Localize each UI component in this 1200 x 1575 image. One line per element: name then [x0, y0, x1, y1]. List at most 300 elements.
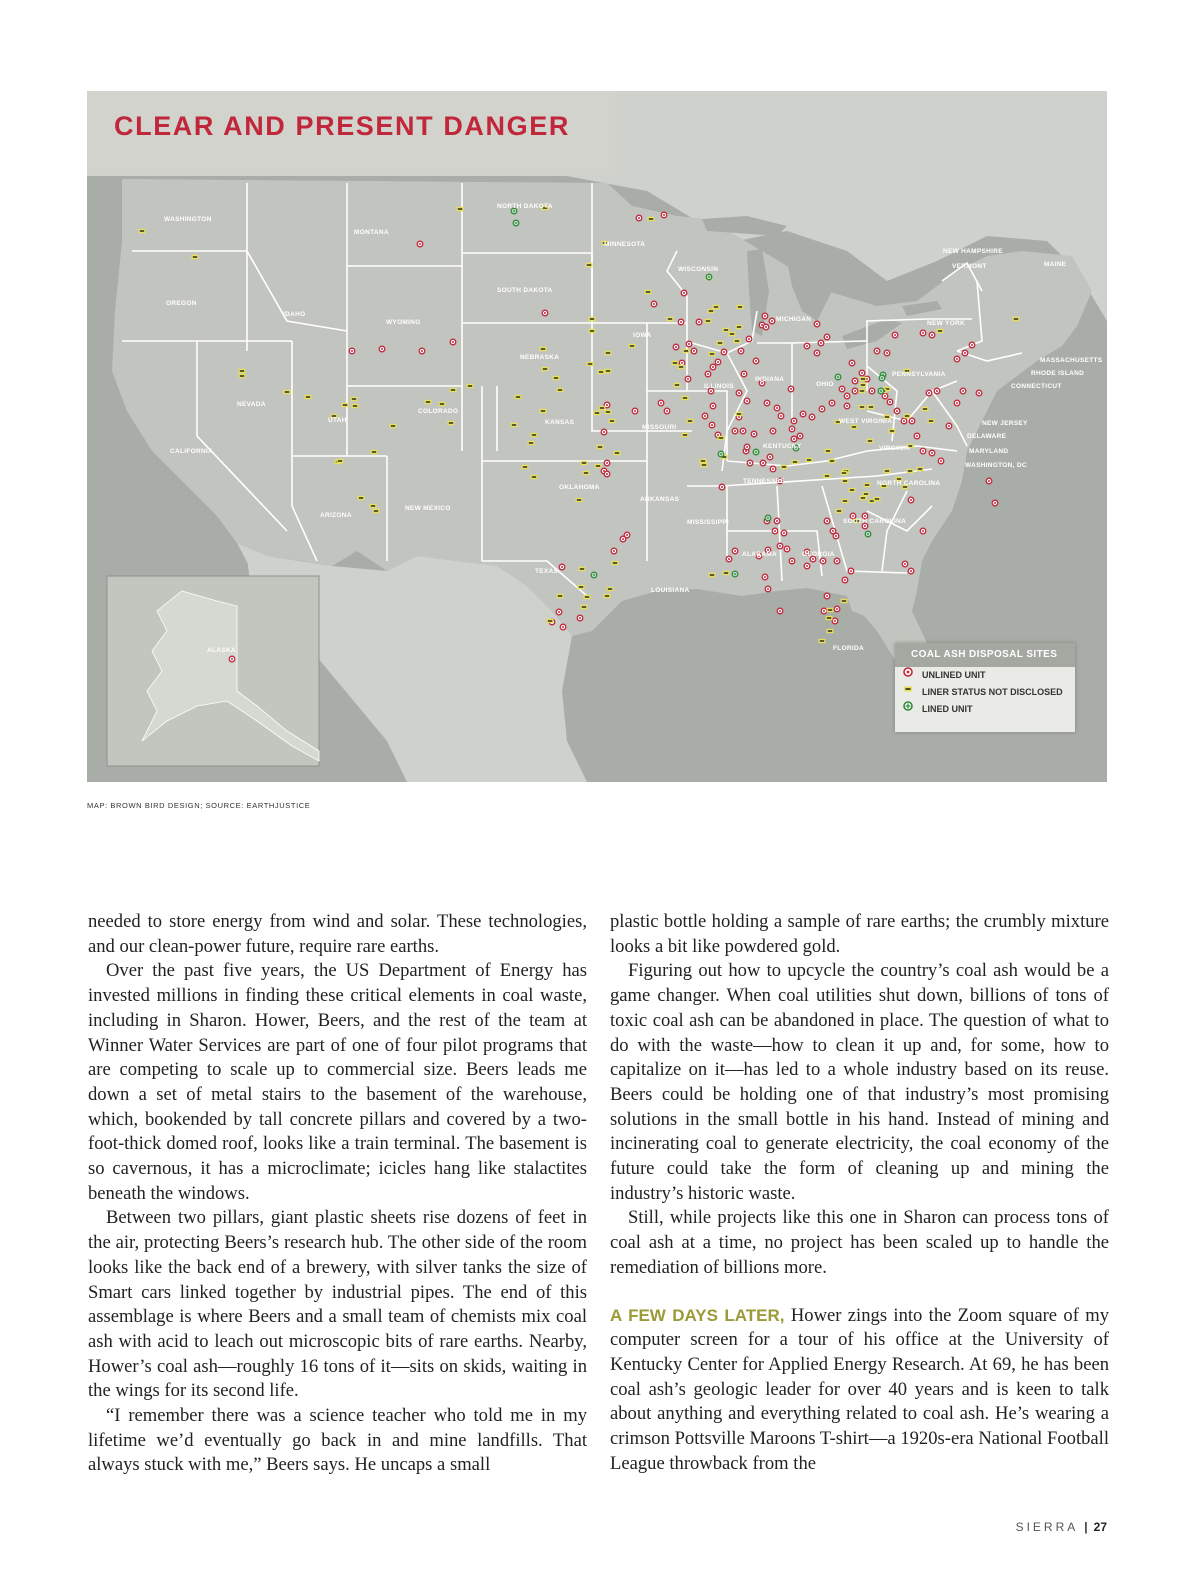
not-disclosed-site-marker [587, 362, 594, 366]
not-disclosed-site-marker [829, 459, 836, 463]
not-disclosed-site-marker [683, 349, 690, 353]
state-label: MISSOURI [642, 424, 677, 431]
not-disclosed-site-marker [723, 328, 730, 332]
unlined-site-marker [934, 388, 940, 394]
not-disclosed-site-marker [864, 483, 871, 487]
unlined-site-marker [824, 334, 830, 340]
unlined-site-marker [833, 533, 839, 539]
unlined-site-marker [869, 388, 875, 394]
not-disclosed-site-marker [806, 458, 813, 462]
unlined-site-marker [852, 378, 858, 384]
lined-marker-icon [903, 701, 913, 711]
lined-site-marker [835, 374, 841, 380]
unlined-site-marker [777, 608, 783, 614]
unlined-site-marker [962, 350, 968, 356]
not-disclosed-site-marker [860, 496, 867, 500]
unlined-marker-icon [903, 667, 913, 677]
not-disclosed-site-marker [284, 390, 291, 394]
not-disclosed-site-marker [819, 639, 826, 643]
not-disclosed-site-marker [540, 347, 547, 351]
not-disclosed-site-marker [604, 594, 611, 598]
state-label: ARIZONA [320, 512, 352, 519]
not-disclosed-site-marker [342, 403, 349, 407]
state-label: WISCONSIN [678, 266, 719, 273]
unlined-site-marker [559, 564, 565, 570]
state-label: WEST VIRGINIA [839, 418, 893, 425]
not-disclosed-site-marker [868, 405, 875, 409]
unlined-site-marker [765, 586, 771, 592]
not-disclosed-site-marker [928, 419, 935, 423]
article-column-right [610, 910, 1109, 1476]
not-disclosed-site-marker [589, 317, 596, 321]
unlined-site-marker [738, 348, 744, 354]
not-disclosed-site-marker [629, 344, 636, 348]
not-disclosed-site-marker [557, 388, 564, 392]
state-label: OREGON [166, 300, 197, 307]
unlined-site-marker [820, 558, 826, 564]
unlined-site-marker [736, 390, 742, 396]
unlined-site-marker [721, 349, 727, 355]
state-label: INDIANA [755, 376, 785, 383]
unlined-site-marker [673, 344, 679, 350]
not-disclosed-site-marker [581, 605, 588, 609]
not-disclosed-site-marker [358, 496, 365, 500]
unlined-site-marker [832, 618, 838, 624]
not-disclosed-site-marker [612, 561, 619, 565]
state-label: KENTUCKY [763, 443, 802, 450]
unlined-site-marker [842, 577, 848, 583]
coal-ash-map [87, 91, 1107, 782]
not-disclosed-site-marker [851, 425, 858, 429]
not-disclosed-site-marker [889, 429, 896, 433]
unlined-site-marker [661, 212, 667, 218]
state-label: SOUTH CAROLINA [843, 518, 907, 525]
unlined-site-marker [710, 364, 716, 370]
unlined-site-marker [791, 418, 797, 424]
not-disclosed-site-marker [709, 573, 716, 577]
not-disclosed-site-marker [884, 469, 891, 473]
section-lead-in: A FEW DAYS LATER, [610, 1305, 785, 1325]
not-disclosed-site-marker [674, 383, 681, 387]
state-label: FLORIDA [833, 645, 864, 652]
lined-site-marker [591, 572, 597, 578]
legend-item-lined [903, 701, 1075, 718]
unlined-site-marker [719, 484, 725, 490]
unlined-site-marker [824, 593, 830, 599]
not-disclosed-site-marker [825, 449, 832, 453]
not-disclosed-site-marker [467, 384, 474, 388]
unlined-site-marker [767, 454, 773, 460]
not-disclosed-site-marker [511, 423, 518, 427]
unlined-site-marker [814, 321, 820, 327]
unlined-site-marker [992, 500, 998, 506]
unlined-site-marker [800, 411, 806, 417]
not-disclosed-site-marker [849, 488, 856, 492]
unlined-site-marker [824, 518, 830, 524]
not-disclosed-site-marker [448, 421, 455, 425]
not-disclosed-site-marker [907, 469, 914, 473]
unlined-site-marker [769, 318, 775, 324]
not-disclosed-site-marker [667, 317, 674, 321]
paragraph: plastic bottle holding a sample of rare earths; the crumbly mixture looks a bit like powdered gold. [610, 911, 1109, 957]
lined-site-marker [732, 571, 738, 577]
unlined-site-marker [778, 413, 784, 419]
state-label: OKLAHOMA [559, 484, 600, 491]
state-label: CALIFORNIA [170, 448, 214, 455]
paragraph: Still, while projects like this one in Sharon can process tons of coal ash at a time, no project has been scaled up to handle the remediation of billions more. [610, 1207, 1109, 1278]
not-disclosed-site-marker [827, 629, 834, 633]
unlined-site-marker [938, 458, 944, 464]
unlined-site-marker [909, 418, 915, 424]
unlined-site-marker [914, 433, 920, 439]
unlined-site-marker [894, 408, 900, 414]
not-disclosed-marker-icon [903, 684, 913, 694]
page-footer [1016, 1520, 1107, 1534]
not-disclosed-site-marker [827, 608, 834, 612]
not-disclosed-site-marker [370, 504, 377, 508]
not-disclosed-site-marker [522, 465, 529, 469]
unlined-site-marker [954, 400, 960, 406]
paragraph: Over the past five years, the US Department of Energy has invested millions in finding these critical elements in coal waste, including in Sharon. Hower, Beers, and the rest of the team at Winner Water Services are part of one of four pilot programs that are competing to scale up to commercial size. Beers leads me down a set of metal stairs to the basement of the warehouse, which, bookended by tall concrete pillars and covered by a two-foot-thick domed roof, looks like a train terminal. The basement is so cavernous, it has a microclimate; icicles hang like stalactites beneath the windows. [88, 960, 587, 1204]
unlined-site-marker [744, 398, 750, 404]
state-label: DELAWARE [967, 433, 1007, 440]
not-disclosed-site-marker [645, 290, 652, 294]
not-disclosed-site-marker [863, 492, 870, 496]
unlined-site-marker [887, 399, 893, 405]
state-label: TEXAS [535, 568, 559, 575]
unlined-site-marker [577, 615, 583, 621]
not-disclosed-site-marker [736, 325, 743, 329]
state-label: MISSISSIPPI [687, 519, 729, 526]
not-disclosed-site-marker [874, 497, 881, 501]
unlined-site-marker [732, 548, 738, 554]
lined-site-marker [513, 220, 519, 226]
unlined-site-marker [604, 471, 610, 477]
not-disclosed-site-marker [937, 329, 944, 333]
not-disclosed-site-marker [557, 594, 564, 598]
not-disclosed-site-marker [922, 407, 929, 411]
not-disclosed-site-marker [904, 414, 911, 418]
state-label: ALASKA [207, 647, 236, 654]
not-disclosed-site-marker [614, 451, 621, 455]
state-label: MICHIGAN [776, 316, 812, 323]
unlined-site-marker [678, 319, 684, 325]
state-label: MINNESOTA [604, 241, 646, 248]
not-disclosed-site-marker [682, 396, 689, 400]
state-label: KANSAS [545, 419, 575, 426]
not-disclosed-site-marker [540, 409, 547, 413]
not-disclosed-site-marker [139, 229, 146, 233]
unlined-site-marker [705, 371, 711, 377]
not-disclosed-site-marker [860, 383, 867, 387]
unlined-site-marker [658, 400, 664, 406]
unlined-site-marker [681, 290, 687, 296]
unlined-site-marker [789, 426, 795, 432]
unlined-site-marker [763, 324, 769, 330]
unlined-site-marker [762, 574, 768, 580]
not-disclosed-site-marker [792, 460, 799, 464]
not-disclosed-site-marker [515, 395, 522, 399]
not-disclosed-site-marker [729, 332, 736, 336]
lined-site-marker [706, 274, 712, 280]
unlined-site-marker [747, 460, 753, 466]
not-disclosed-site-marker [598, 370, 605, 374]
lined-site-marker [753, 449, 759, 455]
not-disclosed-site-marker [678, 365, 685, 369]
unlined-site-marker [834, 558, 840, 564]
not-disclosed-site-marker [390, 424, 397, 428]
unlined-site-marker [804, 563, 810, 569]
unlined-site-marker [229, 656, 235, 662]
paragraph: “I remember there was a science teacher who told me in my lifetime we’d eventually go back in and mine landfills. That always stuck with me,” Beers says. He uncaps a small [88, 1405, 587, 1476]
state-label: IDAHO [283, 311, 306, 318]
unlined-site-marker [762, 313, 768, 319]
unlined-site-marker [740, 428, 746, 434]
unlined-site-marker [789, 558, 795, 564]
not-disclosed-site-marker [192, 255, 199, 259]
not-disclosed-site-marker [531, 433, 538, 437]
unlined-site-marker [986, 478, 992, 484]
legend-label: LINER STATUS NOT DISCLOSED [922, 687, 1063, 697]
unlined-site-marker [620, 536, 626, 542]
state-label: MONTANA [354, 229, 389, 236]
state-label: IOWA [633, 332, 652, 339]
unlined-site-marker [732, 428, 738, 434]
legend-title: COAL ASH DISPOSAL SITES [895, 643, 1075, 667]
not-disclosed-site-marker [842, 479, 849, 483]
state-label: NORTH CAROLINA [877, 480, 941, 487]
unlined-site-marker [632, 408, 638, 414]
not-disclosed-site-marker [553, 376, 560, 380]
unlined-site-marker [884, 350, 890, 356]
unlined-site-marker [821, 608, 827, 614]
not-disclosed-site-marker [859, 389, 866, 393]
not-disclosed-site-marker [682, 433, 689, 437]
unlined-site-marker [419, 348, 425, 354]
unlined-site-marker [834, 606, 840, 612]
not-disclosed-site-marker [736, 412, 743, 416]
state-label: OHIO [816, 381, 834, 388]
unlined-site-marker [774, 405, 780, 411]
unlined-site-marker [791, 436, 797, 442]
not-disclosed-site-marker [841, 471, 848, 475]
unlined-site-marker [848, 568, 854, 574]
unlined-site-marker [685, 376, 691, 382]
not-disclosed-site-marker [672, 361, 679, 365]
unlined-site-marker [908, 568, 914, 574]
not-disclosed-site-marker [605, 410, 612, 414]
not-disclosed-site-marker [589, 329, 596, 333]
unlined-site-marker [829, 400, 835, 406]
unlined-site-marker [772, 528, 778, 534]
lined-site-marker [878, 388, 884, 394]
paragraph: Between two pillars, giant plastic sheets rise dozens of feet in the air, protecting Beers’s research hub. The other side of the room looks like the back end of a brewery, with silver tanks the size of Smart cars linked together by industrial pipes. The end of this assemblage is where Beers and a small team of chemists mix coal ash with acid to leach out microscopic bits of rare earths. Nearby, Hower’s coal ash—roughly 16 tons of it—sits on skids, waiting in the wings for its second life. [88, 1207, 587, 1402]
unlined-site-marker [696, 319, 702, 325]
state-label: WASHINGTON, DC [965, 462, 1027, 469]
state-label: RHODE ISLAND [1031, 370, 1085, 377]
unlined-site-marker [797, 433, 803, 439]
not-disclosed-site-marker [352, 404, 359, 408]
state-label: WYOMING [386, 319, 421, 326]
state-label: NEBRASKA [520, 354, 560, 361]
unlined-site-marker [760, 460, 766, 466]
not-disclosed-site-marker [239, 374, 246, 378]
unlined-site-marker [926, 390, 932, 396]
not-disclosed-site-marker [457, 207, 464, 211]
lined-site-marker [879, 375, 885, 381]
state-label: NEVADA [237, 401, 266, 408]
not-disclosed-site-marker [718, 436, 725, 440]
unlined-site-marker [774, 518, 780, 524]
not-disclosed-site-marker [734, 339, 741, 343]
not-disclosed-site-marker [609, 419, 616, 423]
unlined-site-marker [839, 386, 845, 392]
legend-label: UNLINED UNIT [922, 670, 986, 680]
unlined-site-marker [852, 388, 858, 394]
unlined-site-marker [417, 241, 423, 247]
not-disclosed-site-marker [594, 411, 601, 415]
page-number: 27 [1093, 1520, 1107, 1534]
state-label: MARYLAND [969, 448, 1009, 455]
not-disclosed-site-marker [648, 217, 655, 221]
not-disclosed-site-marker [373, 509, 380, 513]
unlined-site-marker [636, 215, 642, 221]
unlined-site-marker [844, 403, 850, 409]
not-disclosed-site-marker [859, 405, 866, 409]
unlined-site-marker [542, 310, 548, 316]
unlined-site-marker [892, 332, 898, 338]
not-disclosed-site-marker [605, 351, 612, 355]
state-label: TENNESSEE [743, 478, 786, 485]
unlined-site-marker [726, 556, 732, 562]
not-disclosed-site-marker [737, 305, 744, 309]
not-disclosed-site-marker [605, 369, 612, 373]
state-label: COLORADO [418, 408, 459, 415]
unlined-site-marker [804, 343, 810, 349]
not-disclosed-site-marker [583, 471, 590, 475]
unlined-site-marker [715, 359, 721, 365]
unlined-site-marker [902, 561, 908, 567]
not-disclosed-site-marker [597, 445, 604, 449]
not-disclosed-site-marker [579, 567, 586, 571]
not-disclosed-site-marker [860, 377, 867, 381]
unlined-site-marker [770, 466, 776, 472]
unlined-site-marker [920, 330, 926, 336]
unlined-site-marker [849, 360, 855, 366]
lined-site-marker [865, 531, 871, 537]
not-disclosed-site-marker [687, 419, 694, 423]
not-disclosed-site-marker [781, 465, 788, 469]
not-disclosed-site-marker [867, 439, 874, 443]
unlined-site-marker [819, 406, 825, 412]
not-disclosed-site-marker [450, 388, 457, 392]
unlined-site-marker [744, 444, 750, 450]
unlined-site-marker [349, 348, 355, 354]
not-disclosed-site-marker [841, 599, 848, 603]
not-disclosed-site-marker [542, 367, 549, 371]
not-disclosed-site-marker [439, 402, 446, 406]
not-disclosed-site-marker [337, 459, 344, 463]
unlined-site-marker [746, 336, 752, 342]
unlined-site-marker [920, 448, 926, 454]
not-disclosed-site-marker [842, 499, 849, 503]
unlined-site-marker [859, 370, 865, 376]
not-disclosed-site-marker [607, 587, 614, 591]
legend-item-unlined [903, 667, 1075, 684]
not-disclosed-site-marker [824, 474, 831, 478]
state-label: LOUISIANA [651, 587, 690, 594]
not-disclosed-site-marker [239, 369, 246, 373]
not-disclosed-site-marker [723, 571, 730, 575]
unlined-site-marker [976, 390, 982, 396]
unlined-site-marker [753, 358, 759, 364]
not-disclosed-site-marker [584, 595, 591, 599]
unlined-site-marker [604, 460, 610, 466]
not-disclosed-site-marker [717, 341, 724, 345]
map-credit: MAP: BROWN BIRD DESIGN; SOURCE: EARTHJUSTICE [87, 801, 311, 810]
not-disclosed-site-marker [713, 305, 720, 309]
lined-site-marker [765, 515, 771, 521]
lined-site-marker [718, 451, 724, 457]
unlined-site-marker [556, 609, 562, 615]
unlined-site-marker [920, 528, 926, 534]
not-disclosed-site-marker [1013, 317, 1020, 321]
state-label: ARKANSAS [640, 496, 680, 503]
unlined-site-marker [741, 371, 747, 377]
unlined-site-marker [450, 339, 456, 345]
not-disclosed-site-marker [581, 461, 588, 465]
section-paragraph [610, 1304, 1109, 1477]
state-label: NEW JERSEY [982, 420, 1028, 427]
state-label: NEW MEXICO [405, 505, 451, 512]
unlined-site-marker [946, 423, 952, 429]
state-label: MAINE [1044, 261, 1067, 268]
not-disclosed-site-marker [709, 352, 716, 356]
unlined-site-marker [611, 548, 617, 554]
unlined-site-marker [969, 342, 975, 348]
not-disclosed-site-marker [425, 400, 432, 404]
not-disclosed-site-marker [836, 509, 843, 513]
not-disclosed-site-marker [701, 463, 708, 467]
unlined-site-marker [764, 400, 770, 406]
not-disclosed-site-marker [371, 450, 378, 454]
unlined-site-marker [809, 414, 815, 420]
not-disclosed-site-marker [599, 406, 606, 410]
state-label: NEW YORK [927, 320, 966, 327]
magazine-name: SIERRA [1015, 1520, 1079, 1534]
unlined-site-marker [702, 413, 708, 419]
state-label: PENNSYLVANIA [892, 371, 946, 378]
not-disclosed-site-marker [917, 467, 924, 471]
legend-label: LINED UNIT [922, 704, 973, 714]
state-label: NORTH DAKOTA [497, 203, 553, 210]
unlined-site-marker [929, 332, 935, 338]
not-disclosed-site-marker [705, 319, 712, 323]
unlined-site-marker [751, 431, 757, 437]
unlined-site-marker [844, 393, 850, 399]
not-disclosed-site-marker [531, 475, 538, 479]
state-label: ALABAMA [742, 551, 777, 558]
state-label: MASSACHUSETTS [1040, 357, 1103, 364]
unlined-site-marker [874, 348, 880, 354]
state-label: NEW HAMPSHIRE [943, 248, 1003, 255]
map-legend [895, 643, 1075, 732]
state-label: SOUTH DAKOTA [497, 287, 553, 294]
not-disclosed-site-marker [305, 395, 312, 399]
not-disclosed-site-marker [351, 397, 358, 401]
unlined-site-marker [560, 624, 566, 630]
state-label: VERMONT [952, 263, 987, 270]
